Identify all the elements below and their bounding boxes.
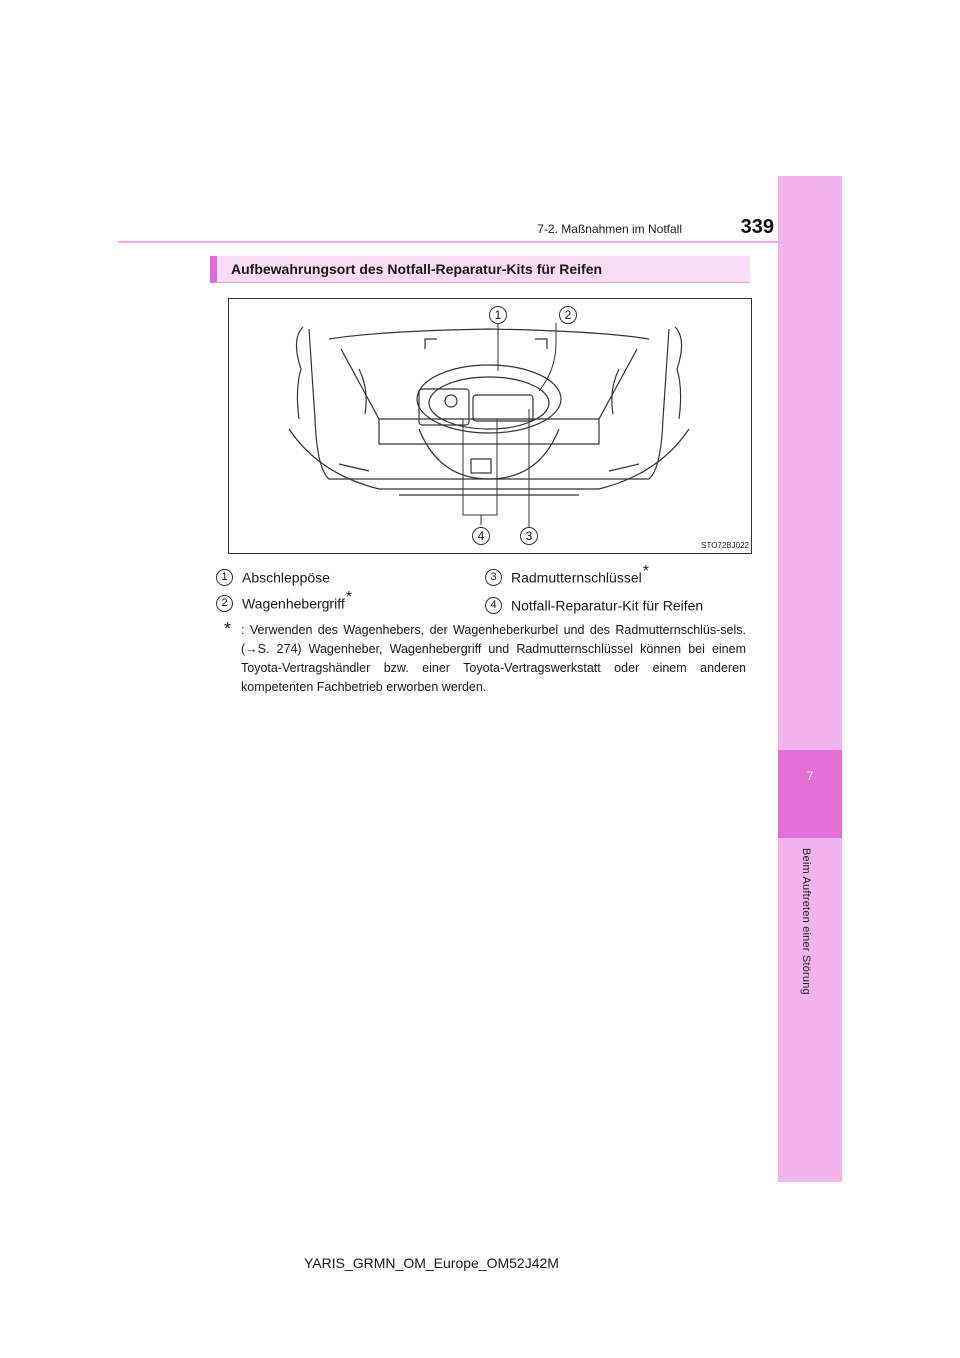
chapter-number: 7 [806, 769, 814, 783]
legend-item-1 [216, 568, 330, 586]
footnote-star: * [345, 589, 352, 606]
car-trunk-drawing [229, 299, 751, 553]
callout-2: 2 [559, 306, 577, 324]
chapter-title: Beim Auftreten einer Störung [800, 848, 812, 995]
legend-label: Abschleppöse [242, 569, 330, 586]
header-rule [118, 241, 782, 243]
legend-number: 1 [216, 569, 233, 586]
footnote-text: : Verwenden des Wagenhebers, der Wagenheberkurbel und des Radmutternschlüs-sels. (→S. 274) Wagenheber, Wagenhebergriff und Radmutternschlüssel können bei einem Toyota-Vertragshändler bzw. einer Toyota-Vertragswerkstatt oder einem anderen kompetenten Fachbetrieb erworben werden. [241, 623, 746, 694]
chapter-number-tab [778, 750, 842, 838]
legend-item-2 [216, 589, 352, 612]
legend-label: Notfall-Reparatur-Kit für Reifen [511, 597, 704, 614]
legend-label: Radmutternschlüssel [511, 569, 642, 586]
callout-1: 1 [489, 306, 507, 324]
callout-3: 3 [520, 527, 538, 545]
section-title: Aufbewahrungsort des Notfall-Reparatur-Kits für Reifen [231, 261, 603, 277]
callout-4: 4 [472, 527, 490, 545]
trunk-illustration [228, 298, 752, 554]
legend-item-4 [485, 596, 703, 614]
footer-doc-id: YARIS_GRMN_OM_Europe_OM52J42M [304, 1255, 559, 1271]
legend-label: Wagenhebergriff [242, 595, 345, 612]
chapter-side-tab [778, 176, 842, 1182]
section-title-bar [210, 256, 750, 283]
page-number: 339 [740, 216, 774, 238]
legend-number: 2 [216, 595, 233, 612]
legend-number: 3 [485, 569, 502, 586]
footnote [224, 621, 746, 697]
legend-item-3 [485, 563, 649, 586]
footnote-star: * [642, 563, 649, 580]
footnote-marker: * [224, 619, 232, 639]
figure-code: STO72BJ022 [701, 541, 749, 550]
header-section-title: 7-2. Maßnahmen im Notfall [537, 222, 682, 236]
legend-number: 4 [485, 597, 502, 614]
